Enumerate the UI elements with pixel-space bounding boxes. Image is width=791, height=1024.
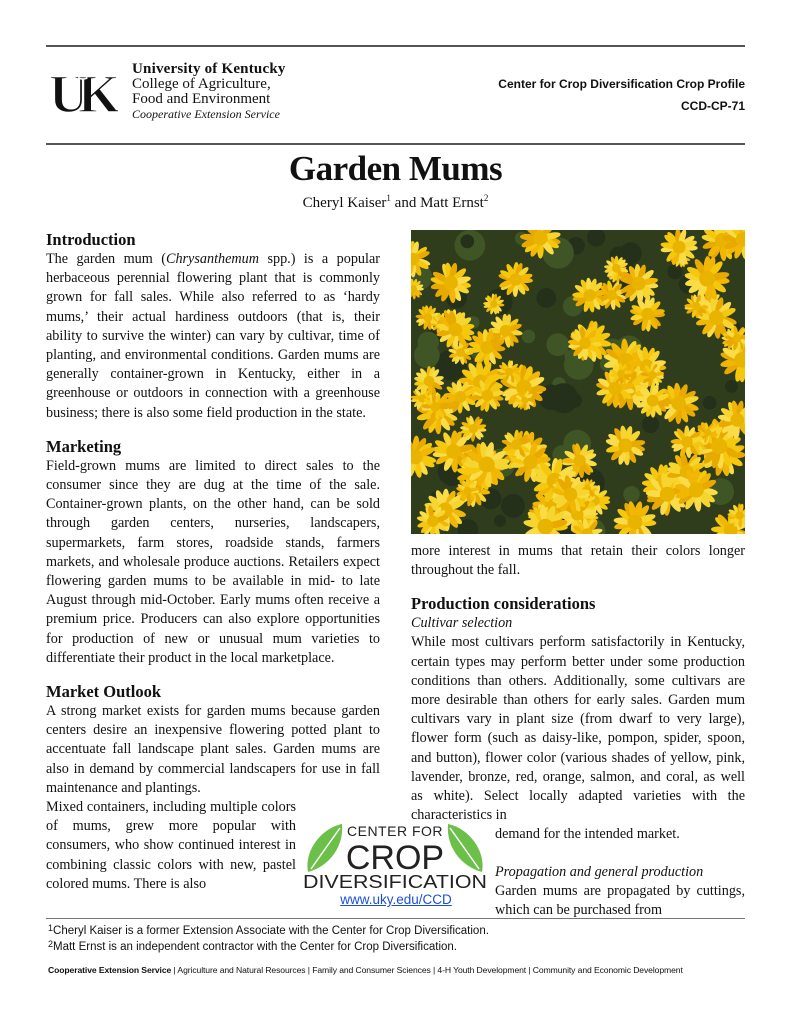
propagation-paragraph: Garden mums are propagated by cuttings, which can be purchased from [495,882,745,918]
ccd-url-link[interactable]: www.uky.edu/CCD [340,892,452,907]
bottom-bar-bold: Cooperative Extension Service [48,965,172,975]
intro-paragraph: The garden mum (Chrysanthemum spp.) is a popular herbaceous perennial flowering plant that is commonly grown for fall sales. While also referred to as ‘hardy mums,’ their actual hardiness outdoors (that is, their ability to survive the winter) can vary by cultivar, time of planting, and environmental conditions. Garden mums are generally container-grown in Kentucky, either in a greenhouse or outdoors in connection with a greenhouse business; there is also some field production in the state. [46,251,380,421]
author-1: Cheryl Kaiser [302,195,387,211]
marketing-heading: Marketing [46,436,122,456]
outlook-paragraph-1: A strong market exists for garden mums because garden centers desire an inexpensive flowering potted plant to accentuate fall landscape plant sales. Garden mums are also in demand by commercial landscapers for use in fall maintenance and plantings. [46,703,380,796]
bottom-bar-rest: | Agriculture and Natural Resources | Family and Consumer Sciences | 4-H Youth Development | Community and Economic Development [171,965,683,975]
profile-info [498,73,745,117]
intro-heading: Introduction [46,230,136,249]
ccd-line-1: CENTER FOR [347,823,443,839]
footnote-1-num: 1 [48,923,54,933]
org-line-4: Cooperative Extension Service [132,107,280,121]
top-rule [46,45,745,47]
ccd-line-3: DIVERSIFICATION [303,872,487,892]
marketing-paragraph: Field-grown mums are limited to direct sales to the consumer since they are dug at the time of the sale. Container-grown plants, on the other hand, can be sold through garden centers, nurseries, landscapers, supermarkets, farm stores, roadside stands, farmers markets, and wholesale produce auctions. Retailers expect flowering garden mums to be available in mid- to late August through mid-October. Early mums often receive a premium price. Producers can also explore opportunities for production of new or unusual mum varieties to differentiate their product in the local marketplace. [46,457,380,666]
authors [0,195,791,212]
footnote-2 [48,941,457,953]
author-1-note: 1 [386,193,391,203]
left-column [46,229,380,894]
page-title: Garden Mums [288,149,503,188]
mum-flowers-photo [411,230,745,534]
propagation-subheading: Propagation and general production [495,863,704,880]
footnote-1-text: Cheryl Kaiser is a former Extension Associate with the Center for Crop Diversification. [53,925,489,937]
author-2: Matt Ernst [420,195,484,211]
footnote-2-text: Matt Ernst is an independent contractor with the Center for Crop Diversification. [53,941,457,953]
profile-code: CCD-CP-71 [680,99,745,113]
org-line-1: University of Kentucky [132,61,286,77]
outlook-paragraph-2: Mixed containers, including multiple colors of mums, grew more popular with consumers, who show continued interest in combining classic colors with new, pastel colored mums. There is also [46,799,296,892]
ccd-line-2: CROP [345,839,445,877]
bottom-bar [48,965,683,975]
cultivar-paragraph-end: demand for the intended market. [495,826,680,843]
right-continuation: more interest in mums that retain their colors longer throughout the fall. [411,543,745,579]
org-line-3: Food and Environment [132,91,271,107]
uk-logo [48,62,118,120]
outlook-heading: Market Outlook [46,682,162,702]
org-name [132,62,286,122]
footnote-1 [48,925,489,937]
profile-title: Center for Crop Diversification Crop Profile [498,77,745,91]
cultivar-subheading: Cultivar selection [411,615,513,632]
header-rule [46,143,745,145]
footnote-2-num: 2 [48,939,54,949]
cultivar-paragraph: While most cultivars perform satisfactorily in Kentucky, certain types may perform better under some production conditions than others. Additionally, some cultivars are more desirable than others for early sales. Garden mum cultivars vary in plant size (from dwarf to very large), flower form (such as daisy-like, pompon, spider, spoon, and button), flower color (various shades of yellow, pink, lavender, bronze, red, orange, salmon, and coral, as well as white). Select locally adapted varieties with the characteristics in [411,634,745,824]
production-heading: Production considerations [411,594,596,614]
author-2-note: 2 [483,193,489,203]
uk-logo-letters: UK [49,64,110,120]
authors-conj: and [390,195,421,211]
org-line-2: College of Agriculture, [132,76,271,92]
footnote-rule [46,918,745,919]
